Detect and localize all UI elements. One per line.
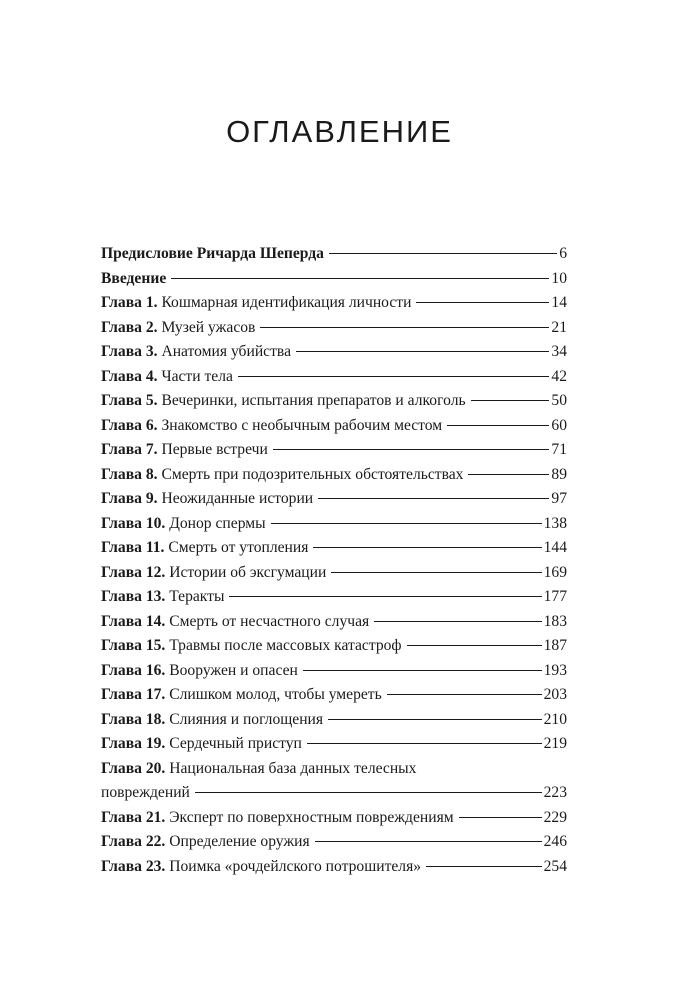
- chapter-number: Глава 19.: [101, 735, 166, 752]
- dot-leader: [315, 841, 542, 842]
- toc-page-number: 223: [543, 784, 567, 801]
- toc-entry-title: Донор спермы: [169, 514, 266, 532]
- toc-entry-title: Анатомия убийства: [161, 343, 291, 360]
- toc-page-number: 6: [559, 245, 567, 262]
- dot-leader: [195, 792, 542, 793]
- dot-leader: [426, 866, 542, 867]
- chapter-number: Глава 14.: [101, 612, 166, 630]
- toc-page-number: 97: [551, 490, 567, 507]
- dot-leader: [171, 278, 549, 279]
- dot-leader: [313, 547, 541, 548]
- toc-entry-title: Истории об эксгумации: [169, 563, 327, 581]
- toc-entry-chapter-23[interactable]: [101, 855, 567, 880]
- toc-entry-title: Смерть при подозрительных обстоятельствах: [161, 465, 464, 483]
- toc-entry-title: Кошмарная идентификация личности: [161, 294, 412, 311]
- toc-page-number: 254: [543, 857, 567, 875]
- dot-leader: [407, 645, 542, 646]
- chapter-number: Глава 4.: [101, 367, 158, 385]
- toc-entry-title: Слишком молод, чтобы умереть: [169, 686, 382, 703]
- toc-entry-chapter-3[interactable]: [101, 340, 567, 365]
- chapter-number: Глава 9.: [101, 490, 158, 507]
- toc-page-number: 210: [543, 710, 567, 728]
- chapter-number: Глава 3.: [101, 343, 158, 360]
- toc-entry-chapter-17[interactable]: [101, 683, 567, 708]
- toc-entry-title: Смерть от утопления: [168, 539, 309, 556]
- toc-page-number: 138: [543, 514, 567, 532]
- chapter-number: Глава 8.: [101, 465, 158, 483]
- table-of-contents: [101, 242, 567, 879]
- dot-leader: [329, 253, 557, 254]
- dot-leader: [328, 719, 542, 720]
- toc-entry-title: Знакомство с необычным рабочим местом: [161, 416, 443, 434]
- toc-entry-chapter-8[interactable]: [101, 463, 567, 488]
- toc-page-number: 193: [543, 661, 567, 679]
- toc-entry-chapter-9[interactable]: [101, 487, 567, 512]
- chapter-number: Глава 2.: [101, 318, 158, 336]
- toc-entry-chapter-14[interactable]: [101, 610, 567, 635]
- toc-entry-chapter-15[interactable]: [101, 634, 567, 659]
- toc-entry-chapter-6[interactable]: [101, 414, 567, 439]
- dot-leader: [318, 498, 549, 499]
- toc-entry-chapter-22[interactable]: [101, 830, 567, 855]
- chapter-number: Глава 20.: [101, 759, 166, 777]
- toc-page-number: 42: [551, 367, 567, 385]
- chapter-number: Глава 17.: [101, 686, 166, 703]
- toc-page-number: 183: [543, 612, 567, 630]
- toc-entry-chapter-16[interactable]: [101, 659, 567, 684]
- dot-leader: [260, 327, 549, 328]
- toc-page-number: 229: [543, 808, 567, 826]
- toc-entry-chapter-12[interactable]: [101, 561, 567, 586]
- page-title: ОГЛАВЛЕНИЕ: [226, 114, 453, 149]
- toc-page-number: 34: [551, 343, 567, 360]
- chapter-number: Глава 6.: [101, 416, 158, 434]
- toc-entry-title: Музей ужасов: [161, 318, 256, 336]
- chapter-number: Глава 22.: [101, 833, 166, 850]
- toc-page-number: 169: [543, 563, 567, 581]
- chapter-number: Глава 11.: [101, 539, 165, 556]
- toc-entry-chapter-20[interactable]: [101, 757, 567, 806]
- dot-leader: [331, 572, 541, 573]
- toc-page-number: 60: [551, 416, 567, 434]
- toc-entry-chapter-5[interactable]: [101, 389, 567, 414]
- toc-page-number: 203: [543, 686, 567, 703]
- toc-entry-title: Вечеринки, испытания препаратов и алкоголь: [161, 392, 466, 409]
- toc-entry-chapter-7[interactable]: [101, 438, 567, 463]
- toc-entry-title: Предисловие Ричарда Шеперда: [101, 245, 324, 262]
- dot-leader: [271, 523, 542, 524]
- dot-leader: [229, 596, 541, 597]
- toc-entry-introduction[interactable]: [101, 267, 567, 292]
- toc-entry-title: Травмы после массовых катастроф: [169, 637, 402, 654]
- toc-entry-title: Эксперт по поверхностным повреждениям: [169, 808, 454, 826]
- toc-page-number: 187: [543, 637, 567, 654]
- toc-page-number: 89: [551, 465, 567, 483]
- toc-entry-title: Части тела: [161, 367, 233, 385]
- toc-page-number: 50: [551, 392, 567, 409]
- chapter-number: Глава 10.: [101, 514, 166, 532]
- chapter-number: Глава 23.: [101, 857, 166, 875]
- toc-page-number: 21: [551, 318, 567, 336]
- dot-leader: [238, 376, 549, 377]
- chapter-number: Глава 13.: [101, 588, 166, 605]
- dot-leader: [416, 302, 549, 303]
- toc-entry-chapter-21[interactable]: [101, 806, 567, 831]
- toc-entry-title: Слияния и поглощения: [169, 710, 324, 728]
- dot-leader: [468, 474, 549, 475]
- toc-page-number: 14: [551, 294, 567, 311]
- chapter-number: Глава 15.: [101, 637, 166, 654]
- toc-entry-title: Определение оружия: [169, 833, 310, 850]
- toc-entry-chapter-19[interactable]: [101, 732, 567, 757]
- chapter-number: Глава 1.: [101, 294, 158, 311]
- toc-entry-title: Сердечный приступ: [169, 735, 302, 752]
- dot-leader: [471, 400, 550, 401]
- toc-page-number: 71: [551, 441, 567, 458]
- dot-leader: [374, 621, 541, 622]
- toc-entry-title: Поимка «рочдейлского потрошителя»: [169, 857, 422, 875]
- toc-entry-title: Неожиданные истории: [161, 490, 314, 507]
- chapter-number: Глава 18.: [101, 710, 166, 728]
- toc-entry-preface[interactable]: [101, 242, 567, 267]
- toc-entry-title: Вооружен и опасен: [169, 661, 298, 679]
- toc-entry-chapter-13[interactable]: [101, 585, 567, 610]
- toc-entry-chapter-4[interactable]: [101, 365, 567, 390]
- toc-entry-chapter-18[interactable]: [101, 708, 567, 733]
- toc-page-number: 10: [551, 269, 567, 287]
- toc-entry-title: Введение: [101, 269, 167, 287]
- dot-leader: [303, 670, 542, 671]
- toc-entry-chapter-11[interactable]: [101, 536, 567, 561]
- toc-entry-title: Смерть от несчастного случая: [169, 612, 370, 630]
- toc-page-number: 246: [543, 833, 567, 850]
- chapter-number: Глава 5.: [101, 392, 158, 409]
- toc-entry-chapter-10[interactable]: [101, 512, 567, 537]
- toc-entry-chapter-2[interactable]: [101, 316, 567, 341]
- chapter-number: Глава 16.: [101, 661, 166, 679]
- toc-entry-title: Теракты: [169, 588, 225, 605]
- toc-page-number: 144: [543, 539, 567, 556]
- chapter-number: Глава 7.: [101, 441, 158, 458]
- toc-entry-title-continued: повреждений: [101, 784, 190, 801]
- dot-leader: [273, 449, 550, 450]
- dot-leader: [307, 743, 542, 744]
- dot-leader: [447, 425, 549, 426]
- toc-entry-title: Первые встречи: [161, 441, 268, 458]
- chapter-number: Глава 12.: [101, 563, 166, 581]
- dot-leader: [459, 817, 542, 818]
- dot-leader: [387, 694, 542, 695]
- dot-leader: [296, 351, 549, 352]
- toc-page-number: 219: [543, 735, 567, 752]
- toc-page-number: 177: [543, 588, 567, 605]
- toc-entry-title: Национальная база данных телесных: [169, 759, 417, 777]
- chapter-number: Глава 21.: [101, 808, 166, 826]
- toc-entry-chapter-1[interactable]: [101, 291, 567, 316]
